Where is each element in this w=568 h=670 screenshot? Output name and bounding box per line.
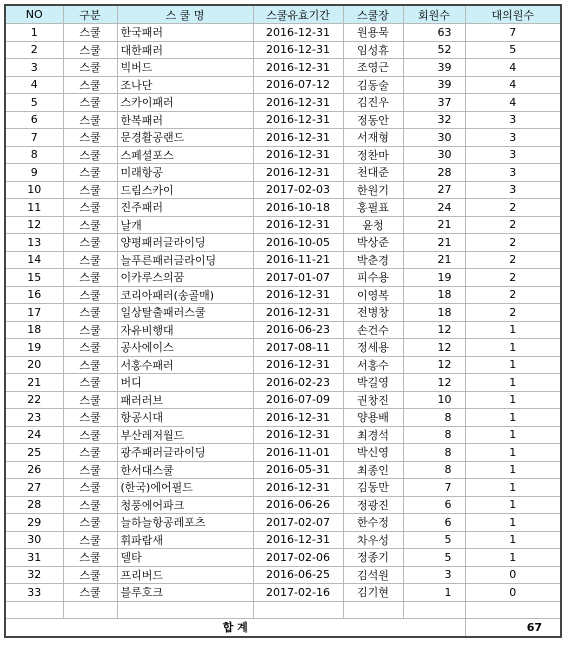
row-school-head: 김진우 — [343, 94, 403, 112]
row-no: 14 — [5, 251, 63, 269]
row-no: 30 — [5, 531, 63, 549]
header-category: 구분 — [63, 5, 117, 24]
row-members: 12 — [403, 374, 465, 392]
row-school-head: 박길영 — [343, 374, 403, 392]
row-category: 스쿨 — [63, 199, 117, 217]
row-school-head: 김석원 — [343, 566, 403, 584]
row-no: 2 — [5, 41, 63, 59]
header-school-name: 스 쿨 명 — [117, 5, 253, 24]
table-row — [5, 339, 561, 357]
row-school-name: 문경활공랜드 — [117, 129, 253, 147]
row-delegates: 1 — [465, 479, 561, 497]
row-valid-until: 2016-12-31 — [253, 24, 343, 42]
row-delegates: 2 — [465, 286, 561, 304]
row-category: 스쿨 — [63, 304, 117, 322]
row-delegates: 1 — [465, 531, 561, 549]
row-valid-until: 2016-12-31 — [253, 479, 343, 497]
row-school-name: 서홍수패러 — [117, 356, 253, 374]
row-delegates: 4 — [465, 94, 561, 112]
row-school-name: 이카루스의꿈 — [117, 269, 253, 287]
row-school-head: 박춘경 — [343, 251, 403, 269]
row-no: 16 — [5, 286, 63, 304]
row-members: 6 — [403, 514, 465, 532]
row-valid-until: 2016-12-31 — [253, 531, 343, 549]
row-school-head: 손건수 — [343, 321, 403, 339]
row-category: 스쿨 — [63, 234, 117, 252]
table-row — [5, 251, 561, 269]
row-category: 스쿨 — [63, 76, 117, 94]
table-row — [5, 234, 561, 252]
row-school-name: 드림스카이 — [117, 181, 253, 199]
row-valid-until: 2016-12-31 — [253, 304, 343, 322]
row-delegates: 0 — [465, 584, 561, 602]
table-row — [5, 426, 561, 444]
row-school-name: 늘푸른패러글라이딩 — [117, 251, 253, 269]
row-no: 31 — [5, 549, 63, 567]
row-delegates: 7 — [465, 24, 561, 42]
row-members: 28 — [403, 164, 465, 182]
row-category: 스쿨 — [63, 339, 117, 357]
table-row — [5, 146, 561, 164]
row-members: 30 — [403, 129, 465, 147]
row-members: 8 — [403, 426, 465, 444]
row-members: 7 — [403, 479, 465, 497]
row-no: 1 — [5, 24, 63, 42]
row-members: 12 — [403, 356, 465, 374]
row-members: 10 — [403, 391, 465, 409]
row-delegates: 2 — [465, 234, 561, 252]
total-label: 합 계 — [5, 618, 465, 637]
row-school-head: 정세용 — [343, 339, 403, 357]
row-school-head: 한수정 — [343, 514, 403, 532]
table-row — [5, 479, 561, 497]
row-school-name: 코리아패러(송골매) — [117, 286, 253, 304]
row-school-head: 최경석 — [343, 426, 403, 444]
row-delegates: 1 — [465, 461, 561, 479]
row-category: 스쿨 — [63, 531, 117, 549]
row-delegates: 1 — [465, 391, 561, 409]
row-no: 7 — [5, 129, 63, 147]
row-members: 63 — [403, 24, 465, 42]
row-category: 스쿨 — [63, 321, 117, 339]
row-no: 5 — [5, 94, 63, 112]
row-members: 21 — [403, 251, 465, 269]
row-delegates: 3 — [465, 111, 561, 129]
row-valid-until: 2016-12-31 — [253, 111, 343, 129]
row-no: 8 — [5, 146, 63, 164]
row-school-head: 홍필표 — [343, 199, 403, 217]
table-row — [5, 356, 561, 374]
row-delegates: 1 — [465, 321, 561, 339]
table-row — [5, 461, 561, 479]
row-school-head: 정동안 — [343, 111, 403, 129]
row-no: 17 — [5, 304, 63, 322]
row-members: 27 — [403, 181, 465, 199]
row-valid-until: 2016-12-31 — [253, 216, 343, 234]
row-category: 스쿨 — [63, 584, 117, 602]
header-no: NO — [5, 5, 63, 24]
row-delegates: 1 — [465, 549, 561, 567]
blank-cell — [465, 601, 561, 618]
row-school-name: 청풍에어파크 — [117, 496, 253, 514]
row-category: 스쿨 — [63, 216, 117, 234]
row-school-head: 전병창 — [343, 304, 403, 322]
table-row — [5, 531, 561, 549]
row-no: 29 — [5, 514, 63, 532]
row-delegates: 0 — [465, 566, 561, 584]
row-category: 스쿨 — [63, 286, 117, 304]
row-members: 24 — [403, 199, 465, 217]
row-school-name: 버디 — [117, 374, 253, 392]
member-table-sheet — [4, 4, 562, 638]
row-members: 19 — [403, 269, 465, 287]
row-school-name: 부산레저월드 — [117, 426, 253, 444]
row-no: 20 — [5, 356, 63, 374]
row-school-head: 박상준 — [343, 234, 403, 252]
header-delegates: 대의원수 — [465, 5, 561, 24]
row-members: 21 — [403, 216, 465, 234]
row-delegates: 2 — [465, 269, 561, 287]
row-no: 4 — [5, 76, 63, 94]
row-no: 3 — [5, 59, 63, 77]
row-category: 스쿨 — [63, 111, 117, 129]
row-valid-until: 2017-02-16 — [253, 584, 343, 602]
row-no: 26 — [5, 461, 63, 479]
table-row — [5, 129, 561, 147]
row-school-name: 스페셜포스 — [117, 146, 253, 164]
row-valid-until: 2017-08-11 — [253, 339, 343, 357]
row-school-head: 서홍수 — [343, 356, 403, 374]
row-school-name: 델타 — [117, 549, 253, 567]
row-delegates: 1 — [465, 426, 561, 444]
row-delegates: 1 — [465, 444, 561, 462]
row-school-head: 양용배 — [343, 409, 403, 427]
row-members: 12 — [403, 339, 465, 357]
blank-row — [5, 601, 561, 618]
row-no: 9 — [5, 164, 63, 182]
blank-cell — [117, 601, 253, 618]
table-row — [5, 94, 561, 112]
row-category: 스쿨 — [63, 496, 117, 514]
row-valid-until: 2016-12-31 — [253, 94, 343, 112]
table-row — [5, 549, 561, 567]
row-school-name: 일상탈출패러스쿨 — [117, 304, 253, 322]
row-valid-until: 2016-10-18 — [253, 199, 343, 217]
row-category: 스쿨 — [63, 356, 117, 374]
row-no: 12 — [5, 216, 63, 234]
row-members: 39 — [403, 59, 465, 77]
table-row — [5, 391, 561, 409]
row-members: 37 — [403, 94, 465, 112]
row-valid-until: 2016-06-26 — [253, 496, 343, 514]
row-members: 1 — [403, 584, 465, 602]
row-category: 스쿨 — [63, 409, 117, 427]
table-row — [5, 181, 561, 199]
row-no: 18 — [5, 321, 63, 339]
row-members: 30 — [403, 146, 465, 164]
row-valid-until: 2016-07-09 — [253, 391, 343, 409]
row-valid-until: 2016-07-12 — [253, 76, 343, 94]
table-row — [5, 216, 561, 234]
table-row — [5, 269, 561, 287]
row-delegates: 1 — [465, 496, 561, 514]
row-valid-until: 2016-11-21 — [253, 251, 343, 269]
row-category: 스쿨 — [63, 59, 117, 77]
row-school-name: 대한패러 — [117, 41, 253, 59]
row-school-head: 정찬마 — [343, 146, 403, 164]
row-category: 스쿨 — [63, 444, 117, 462]
header-valid-until: 스쿨유효기간 — [253, 5, 343, 24]
row-category: 스쿨 — [63, 41, 117, 59]
row-school-name: 늘하늘항공레포츠 — [117, 514, 253, 532]
row-school-head: 한원기 — [343, 181, 403, 199]
row-school-head: 최종인 — [343, 461, 403, 479]
row-school-head: 원용묵 — [343, 24, 403, 42]
row-category: 스쿨 — [63, 24, 117, 42]
row-delegates: 4 — [465, 59, 561, 77]
row-school-head: 김기현 — [343, 584, 403, 602]
row-valid-until: 2016-12-31 — [253, 356, 343, 374]
row-members: 3 — [403, 566, 465, 584]
row-school-name: 프리버드 — [117, 566, 253, 584]
row-members: 12 — [403, 321, 465, 339]
row-delegates: 1 — [465, 339, 561, 357]
row-valid-until: 2016-12-31 — [253, 409, 343, 427]
row-members: 8 — [403, 444, 465, 462]
row-valid-until: 2016-12-31 — [253, 164, 343, 182]
row-members: 18 — [403, 286, 465, 304]
row-school-head: 천대준 — [343, 164, 403, 182]
table-row — [5, 566, 561, 584]
row-members: 52 — [403, 41, 465, 59]
row-valid-until: 2017-02-07 — [253, 514, 343, 532]
row-category: 스쿨 — [63, 269, 117, 287]
row-school-name: 조나단 — [117, 76, 253, 94]
table-body — [5, 24, 561, 602]
row-delegates: 3 — [465, 146, 561, 164]
row-valid-until: 2016-12-31 — [253, 41, 343, 59]
row-no: 25 — [5, 444, 63, 462]
row-valid-until: 2016-12-31 — [253, 146, 343, 164]
school-member-table — [4, 4, 562, 638]
row-delegates: 5 — [465, 41, 561, 59]
table-row — [5, 111, 561, 129]
row-delegates: 1 — [465, 409, 561, 427]
header-row — [5, 5, 561, 24]
row-delegates: 1 — [465, 514, 561, 532]
row-no: 27 — [5, 479, 63, 497]
table-row — [5, 164, 561, 182]
row-no: 21 — [5, 374, 63, 392]
row-valid-until: 2017-01-07 — [253, 269, 343, 287]
row-no: 32 — [5, 566, 63, 584]
row-category: 스쿨 — [63, 94, 117, 112]
row-school-head: 서재형 — [343, 129, 403, 147]
row-members: 21 — [403, 234, 465, 252]
row-valid-until: 2016-12-31 — [253, 129, 343, 147]
table-row — [5, 304, 561, 322]
row-school-head: 피수용 — [343, 269, 403, 287]
table-row — [5, 41, 561, 59]
row-category: 스쿨 — [63, 181, 117, 199]
row-valid-until: 2017-02-03 — [253, 181, 343, 199]
row-school-name: 블루호크 — [117, 584, 253, 602]
row-category: 스쿨 — [63, 146, 117, 164]
row-category: 스쿨 — [63, 374, 117, 392]
row-school-name: 패러러브 — [117, 391, 253, 409]
row-category: 스쿨 — [63, 566, 117, 584]
row-school-name: 한서대스쿨 — [117, 461, 253, 479]
row-school-head: 이영복 — [343, 286, 403, 304]
row-delegates: 2 — [465, 216, 561, 234]
row-delegates: 2 — [465, 304, 561, 322]
table-row — [5, 76, 561, 94]
row-no: 33 — [5, 584, 63, 602]
row-category: 스쿨 — [63, 479, 117, 497]
row-school-name: 날개 — [117, 216, 253, 234]
row-school-head: 박신영 — [343, 444, 403, 462]
row-members: 6 — [403, 496, 465, 514]
row-no: 19 — [5, 339, 63, 357]
table-row — [5, 59, 561, 77]
row-members: 5 — [403, 531, 465, 549]
row-category: 스쿨 — [63, 251, 117, 269]
row-category: 스쿨 — [63, 549, 117, 567]
row-members: 18 — [403, 304, 465, 322]
row-category: 스쿨 — [63, 129, 117, 147]
row-members: 8 — [403, 461, 465, 479]
row-delegates: 2 — [465, 251, 561, 269]
row-delegates: 4 — [465, 76, 561, 94]
table-row — [5, 321, 561, 339]
row-school-name: 한국패러 — [117, 24, 253, 42]
blank-cell — [403, 601, 465, 618]
row-school-name: 휘파람새 — [117, 531, 253, 549]
row-valid-until: 2017-02-06 — [253, 549, 343, 567]
row-school-name: 진주패러 — [117, 199, 253, 217]
row-school-name: 양평패러글라이딩 — [117, 234, 253, 252]
row-school-head: 조영근 — [343, 59, 403, 77]
row-no: 15 — [5, 269, 63, 287]
total-row — [5, 618, 561, 637]
table-row — [5, 286, 561, 304]
header-members: 회원수 — [403, 5, 465, 24]
row-school-name: 공사에이스 — [117, 339, 253, 357]
row-valid-until: 2016-12-31 — [253, 426, 343, 444]
row-no: 28 — [5, 496, 63, 514]
row-school-head: 김동만 — [343, 479, 403, 497]
table-row — [5, 199, 561, 217]
row-delegates: 1 — [465, 356, 561, 374]
blank-cell — [343, 601, 403, 618]
row-delegates: 2 — [465, 199, 561, 217]
row-members: 39 — [403, 76, 465, 94]
row-category: 스쿨 — [63, 461, 117, 479]
row-category: 스쿨 — [63, 164, 117, 182]
row-school-head: 임성휴 — [343, 41, 403, 59]
table-row — [5, 24, 561, 42]
row-members: 5 — [403, 549, 465, 567]
row-category: 스쿨 — [63, 426, 117, 444]
header-school-head: 스쿨장 — [343, 5, 403, 24]
blank-cell — [253, 601, 343, 618]
row-no: 22 — [5, 391, 63, 409]
row-valid-until: 2016-12-31 — [253, 286, 343, 304]
row-no: 23 — [5, 409, 63, 427]
row-delegates: 3 — [465, 181, 561, 199]
row-valid-until: 2016-10-05 — [253, 234, 343, 252]
table-row — [5, 409, 561, 427]
row-members: 32 — [403, 111, 465, 129]
row-category: 스쿨 — [63, 514, 117, 532]
row-school-head: 권창진 — [343, 391, 403, 409]
row-no: 13 — [5, 234, 63, 252]
row-school-name: 스카이패러 — [117, 94, 253, 112]
row-valid-until: 2016-05-31 — [253, 461, 343, 479]
row-school-name: (한국)에어필드 — [117, 479, 253, 497]
row-delegates: 3 — [465, 164, 561, 182]
table-row — [5, 374, 561, 392]
row-school-name: 한복패러 — [117, 111, 253, 129]
table-row — [5, 514, 561, 532]
row-school-name: 자유비행대 — [117, 321, 253, 339]
row-school-head: 정종기 — [343, 549, 403, 567]
blank-cell — [5, 601, 63, 618]
row-no: 6 — [5, 111, 63, 129]
row-school-head: 정광진 — [343, 496, 403, 514]
row-school-name: 항공시대 — [117, 409, 253, 427]
row-valid-until: 2016-02-23 — [253, 374, 343, 392]
row-valid-until: 2016-06-23 — [253, 321, 343, 339]
row-category: 스쿨 — [63, 391, 117, 409]
row-no: 10 — [5, 181, 63, 199]
row-school-name: 미래항공 — [117, 164, 253, 182]
total-value: 67 — [465, 618, 561, 637]
row-school-name: 빅버드 — [117, 59, 253, 77]
row-no: 24 — [5, 426, 63, 444]
row-school-head: 차우성 — [343, 531, 403, 549]
row-school-head: 김동술 — [343, 76, 403, 94]
row-school-name: 광주패러글라이딩 — [117, 444, 253, 462]
row-valid-until: 2016-11-01 — [253, 444, 343, 462]
table-row — [5, 444, 561, 462]
table-row — [5, 584, 561, 602]
row-school-head: 윤청 — [343, 216, 403, 234]
row-members: 8 — [403, 409, 465, 427]
blank-cell — [63, 601, 117, 618]
row-no: 11 — [5, 199, 63, 217]
row-valid-until: 2016-06-25 — [253, 566, 343, 584]
row-delegates: 3 — [465, 129, 561, 147]
row-valid-until: 2016-12-31 — [253, 59, 343, 77]
row-delegates: 1 — [465, 374, 561, 392]
table-row — [5, 496, 561, 514]
